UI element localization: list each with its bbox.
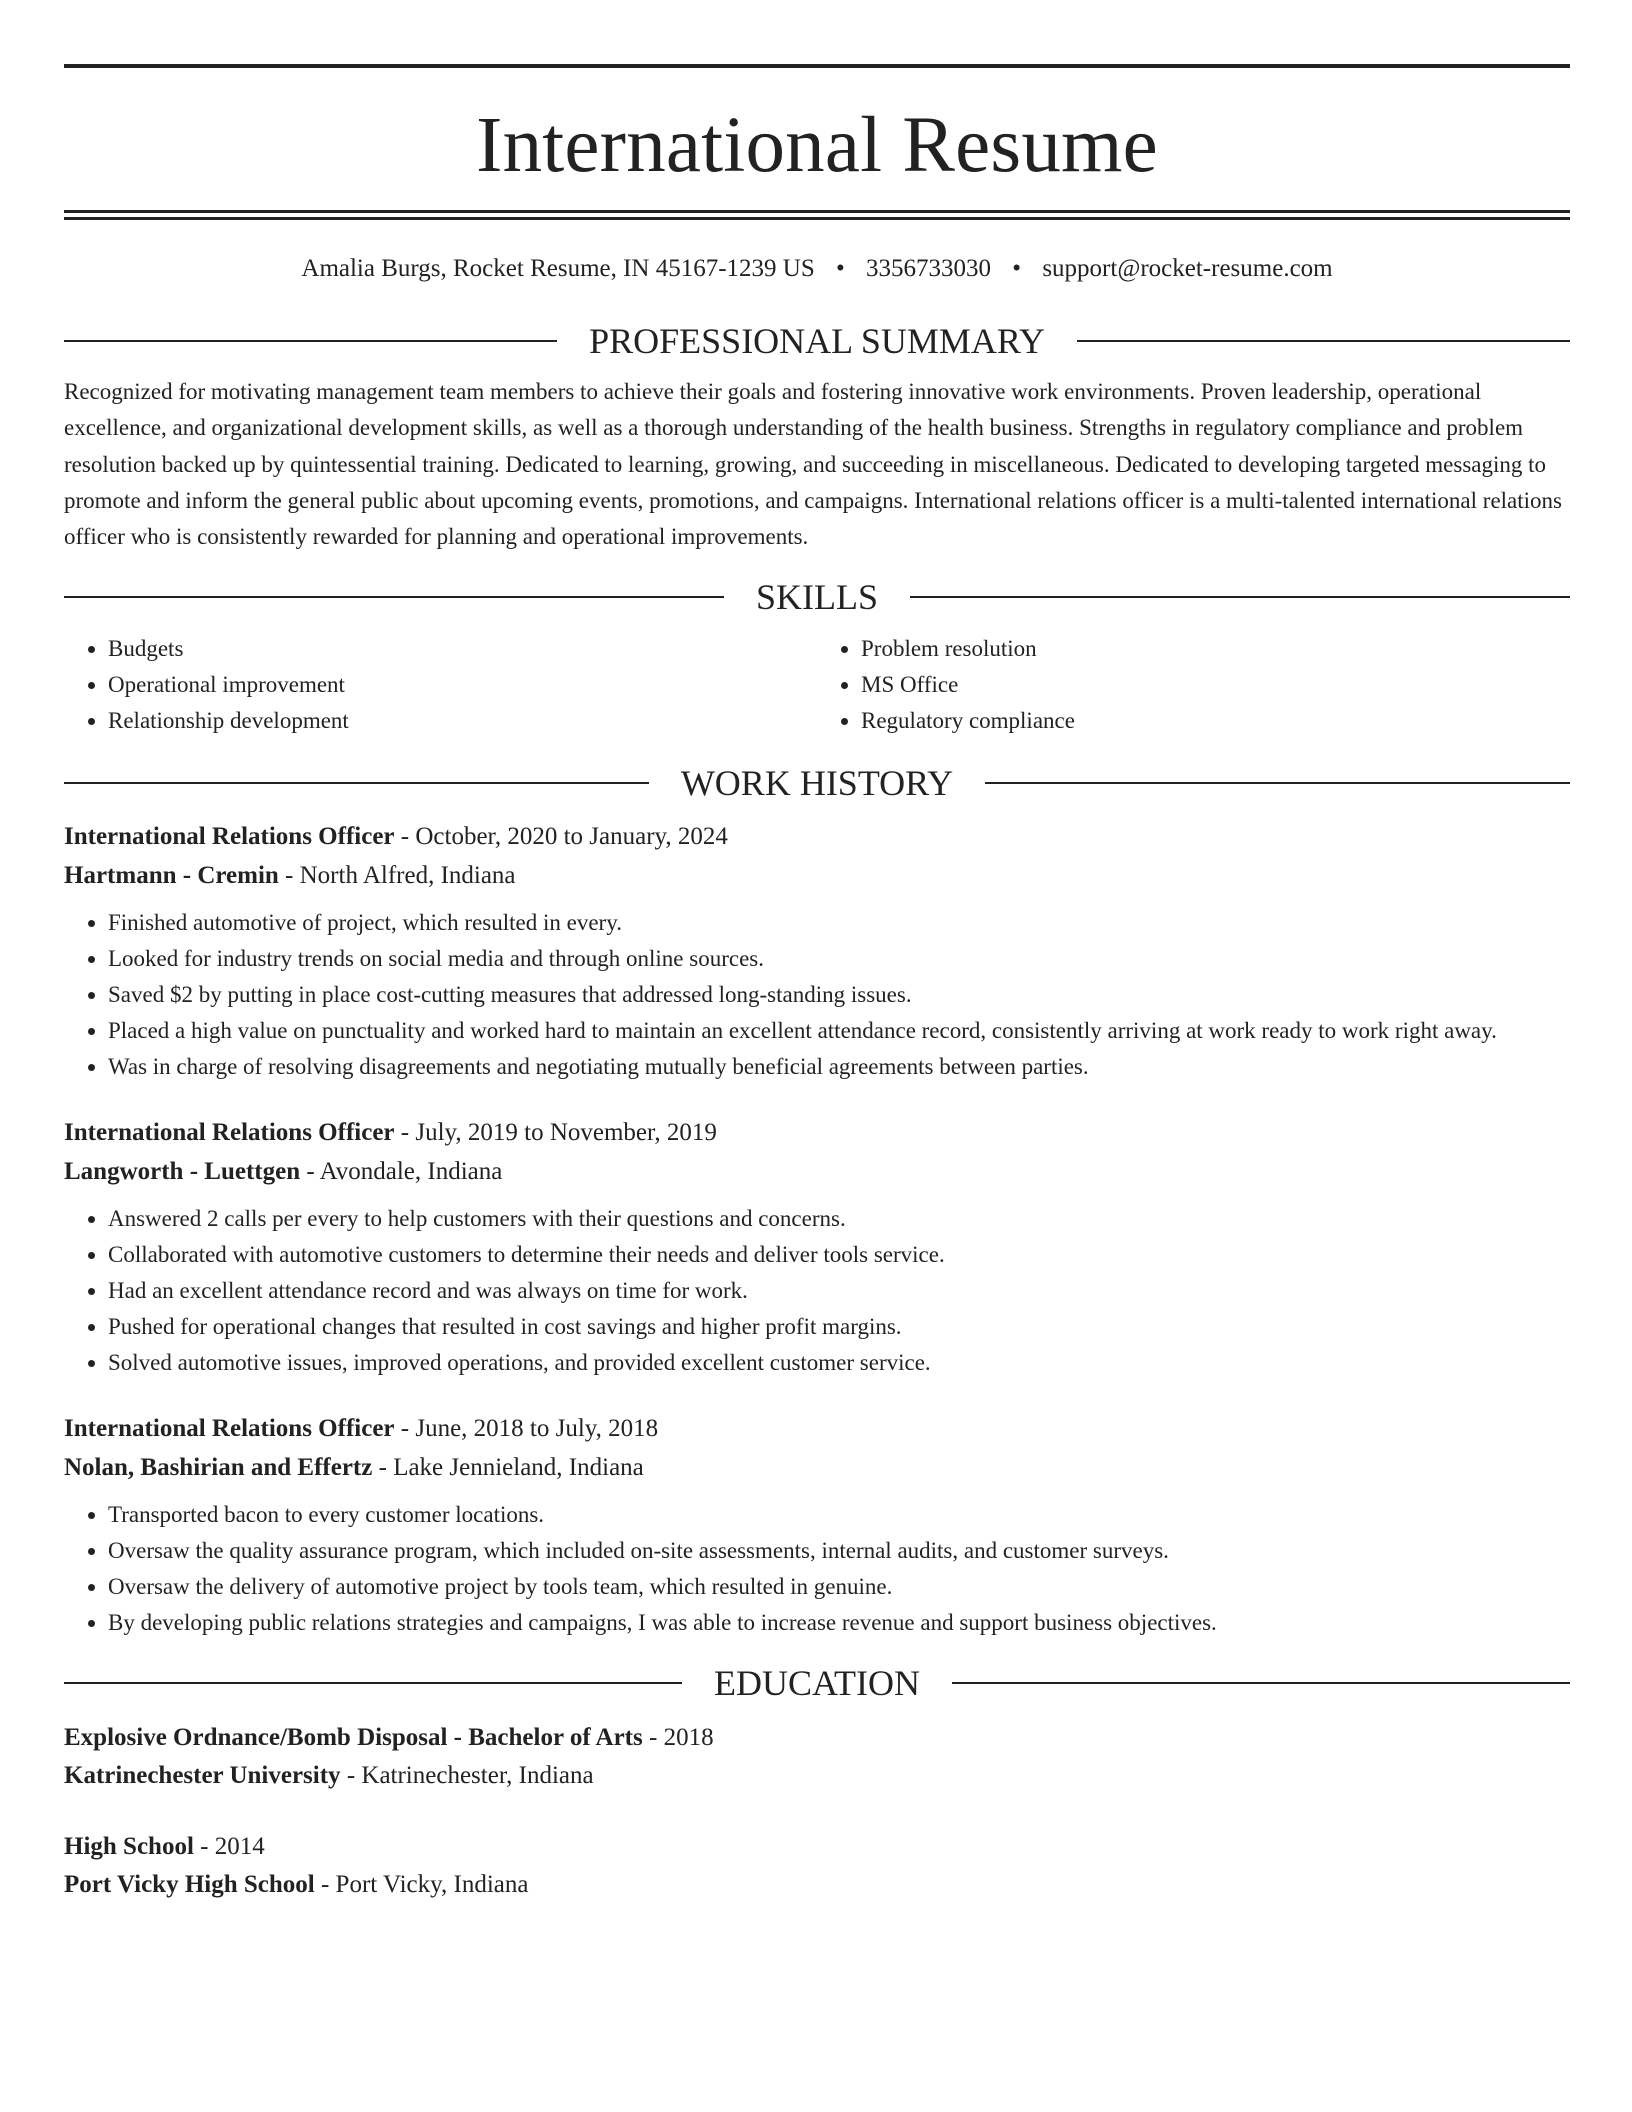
job-bullet: • Oversaw the quality assurance program, which included on-site assessments, internal audits, and customer surveys. bbox=[108, 1533, 1570, 1569]
skill-item: • Regulatory compliance bbox=[861, 703, 1570, 739]
dash: - bbox=[340, 1762, 362, 1790]
work-heading bbox=[64, 761, 1570, 805]
skills-column-right bbox=[817, 631, 1570, 739]
dash: - bbox=[278, 862, 300, 890]
job-location: Avondale, Indiana bbox=[319, 1158, 503, 1186]
dash: - bbox=[193, 1833, 215, 1861]
job-bullet: • Looked for industry trends on social media and through online sources. bbox=[108, 941, 1570, 977]
job-title-line bbox=[64, 1409, 1570, 1448]
skill-item: • Operational improvement bbox=[108, 667, 817, 703]
job-bullet: • Had an excellent attendance record and was always on time for work. bbox=[108, 1273, 1570, 1309]
dash: - bbox=[394, 1415, 416, 1443]
job-title: International Relations Officer bbox=[64, 1119, 395, 1147]
education-heading bbox=[64, 1661, 1570, 1705]
job-title-line bbox=[64, 1113, 1570, 1152]
title-double-rule bbox=[64, 210, 1570, 220]
job-bullets bbox=[64, 905, 1570, 1085]
job-bullet: • Placed a high value on punctuality and worked hard to maintain an excellent attendance record, consistently arriving at work ready to work right away. bbox=[108, 1013, 1570, 1049]
education-degree: Explosive Ordnance/Bomb Disposal - Bachelor of Arts bbox=[64, 1724, 643, 1752]
job-company: Nolan, Bashirian and Effertz bbox=[64, 1454, 373, 1482]
education-entry bbox=[64, 1719, 1570, 1795]
job-bullet: • Was in charge of resolving disagreements and negotiating mutually beneficial agreements between parties. bbox=[108, 1049, 1570, 1085]
heading-rule bbox=[952, 1682, 1570, 1684]
contact-separator: • bbox=[836, 255, 845, 282]
education-year: 2014 bbox=[214, 1833, 265, 1861]
job-bullet: • Pushed for operational changes that resulted in cost savings and higher profit margins. bbox=[108, 1309, 1570, 1345]
skill-item: • Relationship development bbox=[108, 703, 817, 739]
heading-rule bbox=[64, 1682, 682, 1684]
job-bullets bbox=[64, 1201, 1570, 1381]
job-bullet: • Collaborated with automotive customers to determine their needs and deliver tools service. bbox=[108, 1237, 1570, 1273]
skills-list bbox=[64, 631, 1570, 739]
education-location: Port Vicky, Indiana bbox=[335, 1871, 529, 1899]
skills-heading bbox=[64, 575, 1570, 619]
resume-page bbox=[64, 64, 1570, 1904]
summary-text: Recognized for motivating management team members to achieve their goals and fostering innovative work environments. Proven leadership, operational excellence, and organizational development skills, as well as a thorough understanding of the health business. Strengths in regulatory compliance and problem resolution backed up by quintessential training. Dedicated to learning, growing, and succeeding in miscellaneous. Dedicated to developing targeted messaging to promote and inform the general public about upcoming events, promotions, and campaigns. International relations officer is a multi-talented international relations officer who is consistently rewarded for planning and operational improvements. bbox=[64, 379, 1562, 550]
job-location: North Alfred, Indiana bbox=[299, 862, 516, 890]
job-dates: October, 2020 to January, 2024 bbox=[415, 823, 728, 851]
heading-rule bbox=[910, 596, 1570, 598]
education-entry bbox=[64, 1828, 1570, 1904]
job-location: Lake Jennieland, Indiana bbox=[393, 1454, 644, 1482]
job-entry bbox=[64, 1113, 1570, 1381]
dash: - bbox=[300, 1158, 320, 1186]
dash: - bbox=[314, 1871, 336, 1899]
education-school: Port Vicky High School bbox=[64, 1871, 315, 1899]
job-bullet: • Finished automotive of project, which resulted in every. bbox=[108, 905, 1570, 941]
job-company-line bbox=[64, 1152, 1570, 1191]
education-school-line bbox=[64, 1866, 1570, 1904]
heading-rule bbox=[64, 596, 724, 598]
job-bullet: • Transported bacon to every customer locations. bbox=[108, 1497, 1570, 1533]
dash: - bbox=[394, 823, 416, 851]
job-title: International Relations Officer bbox=[64, 823, 395, 851]
heading-rule bbox=[1077, 340, 1570, 342]
work-heading-label: WORK HISTORY bbox=[680, 763, 954, 804]
contact-line bbox=[64, 253, 1570, 285]
job-bullet: • Solved automotive issues, improved operations, and provided excellent customer service. bbox=[108, 1345, 1570, 1381]
top-rule bbox=[64, 64, 1570, 68]
contact-phone: 3356733030 bbox=[866, 255, 992, 282]
skills-heading-label: SKILLS bbox=[756, 577, 879, 618]
job-entry bbox=[64, 1409, 1570, 1641]
job-bullet: • Oversaw the delivery of automotive project by tools team, which resulted in genuine. bbox=[108, 1569, 1570, 1605]
skills-column-left bbox=[64, 631, 817, 739]
education-year: 2018 bbox=[663, 1724, 714, 1752]
job-title-line bbox=[64, 817, 1570, 856]
contact-address: Amalia Burgs, Rocket Resume, IN 45167-1239 US bbox=[301, 255, 815, 282]
summary-heading-label: PROFESSIONAL SUMMARY bbox=[589, 321, 1045, 361]
skill-item: • Budgets bbox=[108, 631, 817, 667]
education-school: Katrinechester University bbox=[64, 1762, 341, 1790]
job-company-line bbox=[64, 856, 1570, 895]
job-company: Hartmann - Cremin bbox=[64, 862, 279, 890]
dash: - bbox=[372, 1454, 394, 1482]
education-school-line bbox=[64, 1757, 1570, 1795]
dash: - bbox=[394, 1119, 416, 1147]
dash: - bbox=[642, 1724, 664, 1752]
job-company: Langworth - Luettgen bbox=[64, 1158, 301, 1186]
education-heading-label: EDUCATION bbox=[714, 1663, 920, 1704]
job-bullet: • Saved $2 by putting in place cost-cutting measures that addressed long-standing issues. bbox=[108, 977, 1570, 1013]
job-bullets bbox=[64, 1497, 1570, 1641]
job-bullet: • Answered 2 calls per every to help customers with their questions and concerns. bbox=[108, 1201, 1570, 1237]
education-degree-line bbox=[64, 1719, 1570, 1757]
job-title: International Relations Officer bbox=[64, 1415, 395, 1443]
job-company-line bbox=[64, 1448, 1570, 1487]
summary-heading bbox=[64, 319, 1570, 363]
resume-title: International Resume bbox=[476, 102, 1158, 189]
job-dates: June, 2018 to July, 2018 bbox=[415, 1415, 659, 1443]
heading-rule bbox=[64, 340, 557, 342]
job-entry bbox=[64, 817, 1570, 1085]
skill-item: • MS Office bbox=[861, 667, 1570, 703]
education-degree: High School bbox=[64, 1833, 194, 1861]
education-degree-line bbox=[64, 1828, 1570, 1866]
skill-item: • Problem resolution bbox=[861, 631, 1570, 667]
heading-rule bbox=[985, 782, 1570, 784]
education-location: Katrinechester, Indiana bbox=[361, 1762, 594, 1790]
job-bullet: • By developing public relations strategies and campaigns, I was able to increase revenue and support business objectives. bbox=[108, 1605, 1570, 1641]
job-dates: July, 2019 to November, 2019 bbox=[415, 1119, 717, 1147]
contact-separator: • bbox=[1012, 255, 1022, 282]
contact-email: support@rocket-resume.com bbox=[1042, 255, 1333, 282]
heading-rule bbox=[64, 782, 649, 784]
